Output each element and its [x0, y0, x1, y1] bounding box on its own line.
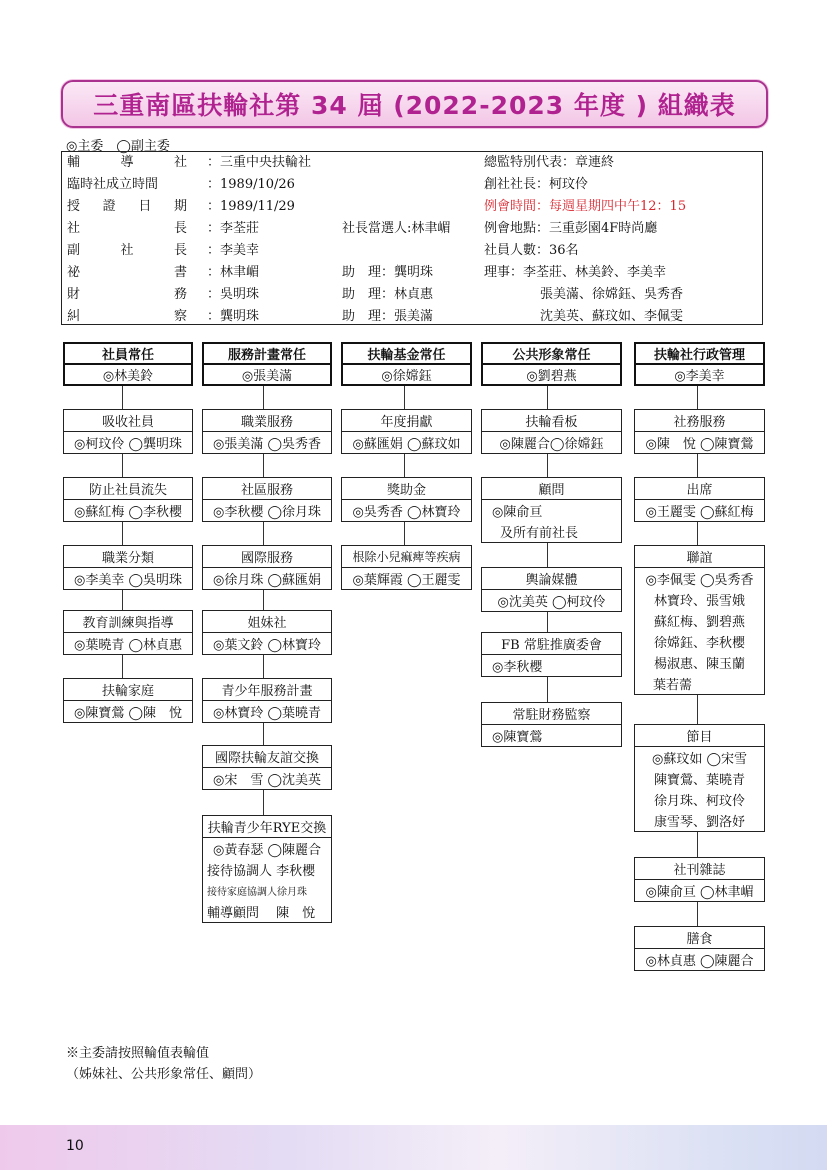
assistant: 助 理：張美滿: [342, 309, 434, 324]
sub-committee-box: [481, 567, 622, 612]
page-title: 三重南區扶輪社第 34 屆 (2022-2023 年度 ) 組織表: [93, 91, 736, 120]
sub-committee-members: ◎李佩雯 ◯吳秀香: [635, 567, 764, 589]
sub-committee-members: 及所有前社長: [500, 526, 579, 541]
sub-committee-title: 吸收社員: [101, 415, 154, 430]
sub-committee-title: 顧問: [538, 483, 565, 498]
legend: ◎主委 ◯副主委: [66, 139, 170, 154]
info-label: 祕 書: [67, 265, 187, 280]
info-label: 社 長: [67, 221, 187, 236]
sub-committee-title: 國際服務: [240, 551, 293, 566]
club-info-box: [61, 151, 763, 325]
committee-chair: ◎張美滿: [202, 364, 332, 386]
info-row: [67, 155, 311, 171]
sub-committee-box: [202, 745, 332, 790]
meeting-place: 例會地點：三重彭園4F時尚廳: [484, 221, 658, 236]
sub-committee-title: 社區服務: [240, 483, 293, 498]
sub-committee-title: 教育訓練與指導: [82, 616, 174, 631]
assistant: 助 理：龔明珠: [342, 265, 434, 280]
sub-committee-members: ◎蘇紅梅 ◯李秋櫻: [64, 499, 192, 521]
sub-committee-title: 扶輪看板: [525, 415, 578, 430]
sub-committee-members: ◎李秋櫻: [482, 654, 621, 676]
sub-committee-members: ◎蘇玟如 ◯宋雪: [635, 746, 764, 768]
sub-committee-box: [634, 409, 765, 454]
sub-committee-title: 社務服務: [673, 415, 726, 430]
sub-committee-members: ◎柯玟伶 ◯龔明珠: [64, 431, 192, 453]
sub-committee-box: [341, 477, 472, 522]
title-banner: [61, 80, 768, 128]
sub-committee-members: 葉若薷: [653, 678, 693, 693]
footer-band: [0, 1125, 827, 1170]
sub-committee-title: 青少年服務計畫: [221, 684, 313, 699]
sub-committee-members: ◎沈美英 ◯柯玟伶: [482, 589, 621, 611]
page-number: 10: [66, 1138, 84, 1154]
info-row: [67, 243, 259, 259]
committee-head: 社員常任: [63, 342, 193, 365]
sub-committee-members: 徐嫦鈺、李秋櫻: [653, 636, 745, 651]
sub-committee-members: ◎陳麗合◯徐嫦鈺: [482, 431, 621, 453]
sub-committee-box: [481, 477, 622, 543]
sub-committee-members: ◎陳 悅 ◯陳寶鶯: [635, 431, 764, 453]
sub-committee-title: 職業分類: [101, 551, 154, 566]
sub-committee-members: 輔導顧問 陳 悅: [207, 906, 316, 921]
sub-committee-members: ◎葉輝霞 ◯王麗雯: [342, 567, 471, 589]
committee-chair: ◎劉碧燕: [481, 364, 622, 386]
sub-committee-members: ◎葉曉青 ◯林貞惠: [64, 632, 192, 654]
info-value: ：吳明珠: [207, 287, 260, 302]
sub-committee-box: [634, 545, 765, 695]
sub-committee-members: 接待協調人 李秋櫻: [207, 864, 316, 879]
sub-committee-box: [481, 702, 622, 747]
sub-committee-box: [63, 477, 193, 522]
sub-committee-title: 姐妹社: [247, 616, 287, 631]
sub-committee-members: ◎宋 雪 ◯沈美英: [203, 767, 331, 789]
sub-committee-members: ◎黃春瑟 ◯陳麗合: [203, 837, 331, 859]
info-label: 授 證 日 期: [67, 199, 187, 214]
sub-committee-box: [634, 926, 765, 971]
sub-committee-members: ◎蘇匯娟 ◯蘇玟如: [342, 431, 471, 453]
info-label: 糾 察: [67, 309, 187, 324]
sub-committee-members: ◎陳寶鶯: [482, 724, 621, 746]
sub-committee-box: [202, 678, 332, 723]
sub-committee-members: ◎徐月珠 ◯蘇匯娟: [203, 567, 331, 589]
sub-committee-title: 輿論媒體: [525, 573, 578, 588]
sub-committee-members: ◎陳俞亘 ◯林聿嵋: [635, 879, 764, 901]
info-label: 輔 導 社: [67, 155, 187, 170]
sub-committee-members: 楊淑惠、陳玉蘭: [653, 657, 745, 672]
sub-committee-box: [341, 409, 472, 454]
sub-committee-members: 康雪琴、劉洛妤: [653, 815, 745, 830]
info-value: ：李荃莊: [207, 221, 260, 236]
info-value: ：李美幸: [207, 243, 260, 258]
committee-chair: ◎徐嫦鈺: [341, 364, 472, 386]
sub-committee-members: 接待家庭協調人徐月珠: [207, 887, 307, 898]
sub-committee-title: 常駐財務監察: [512, 708, 591, 723]
sub-committee-box: [63, 678, 193, 723]
sub-committee-box: [634, 477, 765, 522]
member-count: 社員人數：36名: [484, 243, 579, 258]
info-value: ：三重中央扶輪社: [207, 155, 312, 170]
info-label: 臨時社成立時間: [67, 177, 159, 192]
sub-committee-title: 出席: [686, 483, 713, 498]
sub-committee-members: ◎陳俞亘: [482, 499, 621, 521]
committee-head: 服務計畫常任: [202, 342, 332, 365]
sub-committee-members: 蘇紅梅、劉碧燕: [653, 615, 745, 630]
sub-committee-box: [634, 724, 765, 832]
sub-committee-title: 社刊雜誌: [673, 863, 726, 878]
founding-president: 創社社長：柯玟伶: [484, 177, 589, 192]
sub-committee-title: 膳食: [686, 932, 713, 947]
sub-committee-members: ◎李美幸 ◯吳明珠: [64, 567, 192, 589]
sub-committee-box: [63, 409, 193, 454]
committee-chair: ◎李美幸: [634, 364, 765, 386]
sub-committee-title: 根除小兒痲痺等疾病: [352, 550, 461, 564]
sub-committee-title: 節目: [686, 730, 713, 745]
sub-committee-members: ◎葉文鈴 ◯林寶玲: [203, 632, 331, 654]
sub-committee-members: ◎林寶玲 ◯葉曉青: [203, 700, 331, 722]
committee-chair: ◎林美鈴: [63, 364, 193, 386]
sub-committee-title: 國際扶輪友誼交換: [214, 751, 319, 766]
sub-committee-members: 林寶玲、張雪娥: [653, 594, 745, 609]
info-row: [67, 265, 259, 281]
info-label: 副 社 長: [67, 243, 187, 258]
sub-committee-members: ◎陳寶鶯 ◯陳 悅: [64, 700, 192, 722]
info-value: ：林聿嵋: [207, 265, 260, 280]
sub-committee-title: 防止社員流失: [88, 483, 167, 498]
committee-head: 公共形象常任: [481, 342, 622, 365]
meeting-time: 例會時間：每週星期四中午12：15: [484, 199, 687, 214]
footnote: ※主委請按照輪值表輪值: [66, 1046, 210, 1061]
sub-committee-title: 職業服務: [240, 415, 293, 430]
sub-committee-box: [481, 632, 622, 677]
sub-committee-members: ◎李秋櫻 ◯徐月珠: [203, 499, 331, 521]
sub-committee-title: 扶輪家庭: [101, 684, 154, 699]
sub-committee-title: 聯誼: [686, 551, 713, 566]
info-row: [67, 287, 259, 303]
governor-rep: 總監特別代表：章連終: [484, 155, 615, 170]
sub-committee-box: [202, 409, 332, 454]
info-label: 財 務: [67, 287, 187, 302]
info-value: ：龔明珠: [207, 309, 260, 324]
sub-committee-title: 年度捐獻: [380, 415, 433, 430]
directors: 張美滿、徐嫦鈺、吳秀香: [540, 287, 684, 302]
info-row: [67, 221, 259, 237]
sub-committee-box: [202, 815, 332, 923]
footnote: （姊妹社、公共形象常任、顧問）: [66, 1067, 262, 1082]
directors: 沈美英、蘇玟如、李佩雯: [540, 309, 684, 324]
directors: 理事：李荃莊、林美鈴、李美幸: [484, 265, 667, 280]
info-value: ：1989/10/26: [207, 177, 295, 192]
sub-committee-title: 獎助金: [386, 483, 426, 498]
president-elect: 社長當選人:林聿嵋: [342, 221, 451, 236]
info-row: [67, 177, 295, 193]
info-row: [67, 199, 295, 215]
sub-committee-members: ◎林貞惠 ◯陳麗合: [635, 948, 764, 970]
assistant: 助 理：林貞惠: [342, 287, 434, 302]
sub-committee-box: [202, 610, 332, 655]
sub-committee-title: 扶輪青少年RYE交換: [207, 821, 327, 836]
sub-committee-title: FB 常駐推廣委會: [501, 638, 602, 653]
sub-committee-box: [341, 545, 472, 590]
sub-committee-box: [481, 409, 622, 454]
committee-head: 扶輪基金常任: [341, 342, 472, 365]
sub-committee-box: [202, 477, 332, 522]
sub-committee-box: [202, 545, 332, 590]
info-value: ：1989/11/29: [207, 199, 295, 214]
committee-head: 扶輪社行政管理: [634, 342, 765, 365]
sub-committee-members: ◎王麗雯 ◯蘇紅梅: [635, 499, 764, 521]
sub-committee-box: [63, 610, 193, 655]
sub-committee-members: ◎張美滿 ◯吳秀香: [203, 431, 331, 453]
sub-committee-members: 陳寶鶯、葉曉青: [653, 773, 745, 788]
sub-committee-box: [63, 545, 193, 590]
sub-committee-box: [634, 857, 765, 902]
info-row: [67, 309, 259, 325]
sub-committee-members: ◎吳秀香 ◯林寶玲: [342, 499, 471, 521]
sub-committee-members: 徐月珠、柯玟伶: [653, 794, 745, 809]
